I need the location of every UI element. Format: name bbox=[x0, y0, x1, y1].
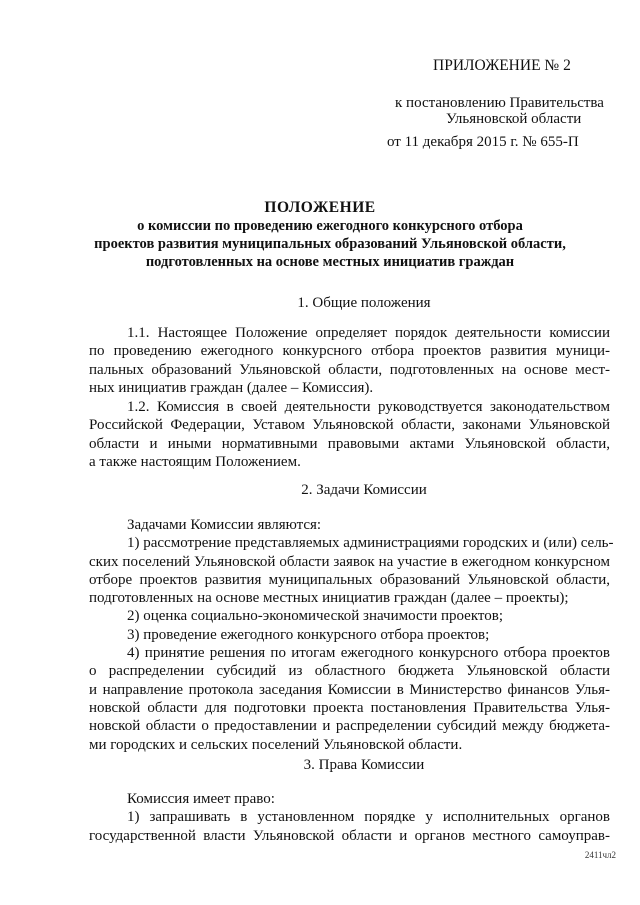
list-item-line: 2) оценка социально-экономической значимости проектов; bbox=[127, 608, 504, 625]
resolution-reference-line-2: Ульяновской области bbox=[446, 111, 582, 127]
paragraph-line: Российской Федерации, Уставом Ульяновской области, законами Ульяновской bbox=[89, 417, 610, 434]
list-intro: Задачами Комиссии являются: bbox=[127, 517, 322, 533]
list-item-line: новской области о предоставлении и распределении субсидий между бюджета- bbox=[89, 718, 610, 735]
list-item-line: ских поселений Ульяновской области заявок на участие в ежегодном конкурсном bbox=[89, 553, 610, 570]
section-heading-tasks: 2. Задачи Комиссии bbox=[301, 482, 427, 498]
document-code: 2411чл2 bbox=[584, 850, 616, 860]
list-item-line: новской области для подготовки проекта постановления Правительства Улья- bbox=[89, 699, 610, 716]
paragraph-line: области и иными нормативными правовыми актами Ульяновской области, bbox=[89, 435, 610, 452]
list-item-line: ми городских и сельских поселений Ульяновской области. bbox=[89, 736, 463, 753]
section-heading-general: 1. Общие положения bbox=[297, 295, 431, 311]
document-subtitle-line: подготовленных на основе местных инициатив граждан bbox=[145, 254, 515, 270]
list-item-line: 1) запрашивать в установленном порядке у исполнительных органов bbox=[127, 809, 610, 826]
document-subtitle-line: проектов развития муниципальных образований Ульяновской области, bbox=[94, 236, 566, 252]
resolution-date-number: от 11 декабря 2015 г. № 655-П bbox=[387, 134, 579, 150]
list-item-line: о распределении субсидий из областного бюджета Ульяновской области bbox=[89, 663, 610, 680]
paragraph-line: 1.1. Настоящее Положение определяет порядок деятельности комиссии bbox=[127, 325, 610, 341]
document-title: ПОЛОЖЕНИЕ bbox=[264, 199, 376, 216]
list-intro: Комиссия имеет право: bbox=[127, 791, 275, 807]
document-subtitle-line: о комиссии по проведению ежегодного конкурсного отбора bbox=[137, 218, 523, 234]
tasks-list bbox=[89, 516, 614, 754]
paragraph-line: а также настоящим Положением. bbox=[89, 453, 301, 470]
rights-list bbox=[89, 790, 610, 845]
list-item-line: и направление протокола заседания Комиссии в Министерство финансов Улья- bbox=[89, 681, 610, 698]
paragraph-line: 1.2. Комиссия в своей деятельности руководствуется законодательством bbox=[127, 399, 610, 415]
list-item-line: государственной власти Ульяновской области и органов местного самоуправ- bbox=[89, 827, 610, 844]
list-item-line: подготовленных на основе местных инициатив граждан (далее – проекты); bbox=[89, 590, 569, 607]
appendix-label: ПРИЛОЖЕНИЕ № 2 bbox=[433, 57, 571, 74]
paragraph-line: по проведению ежегодного конкурсного отбора проектов развития муници- bbox=[89, 343, 610, 360]
list-item-line: 3) проведение ежегодного конкурсного отбора проектов; bbox=[127, 626, 490, 643]
paragraph-line: ных инициатив граждан (далее – Комиссия). bbox=[89, 379, 374, 396]
list-item-line: 1) рассмотрение представляемых администрациями городских и (или) сель- bbox=[127, 535, 614, 552]
resolution-reference-line-1: к постановлению Правительства bbox=[395, 95, 604, 111]
paragraph-line: пальных образований Ульяновской области, подготовленных на основе мест- bbox=[89, 361, 610, 378]
list-item-line: 4) принятие решения по итогам ежегодного конкурсного отбора проектов bbox=[127, 645, 610, 662]
section-heading-rights: 3. Права Комиссии bbox=[303, 757, 425, 773]
list-item-line: отборе проектов развития муниципальных образований Ульяновской области, bbox=[89, 571, 610, 588]
paragraph-1-1 bbox=[89, 324, 610, 397]
paragraph-1-2 bbox=[89, 398, 610, 471]
